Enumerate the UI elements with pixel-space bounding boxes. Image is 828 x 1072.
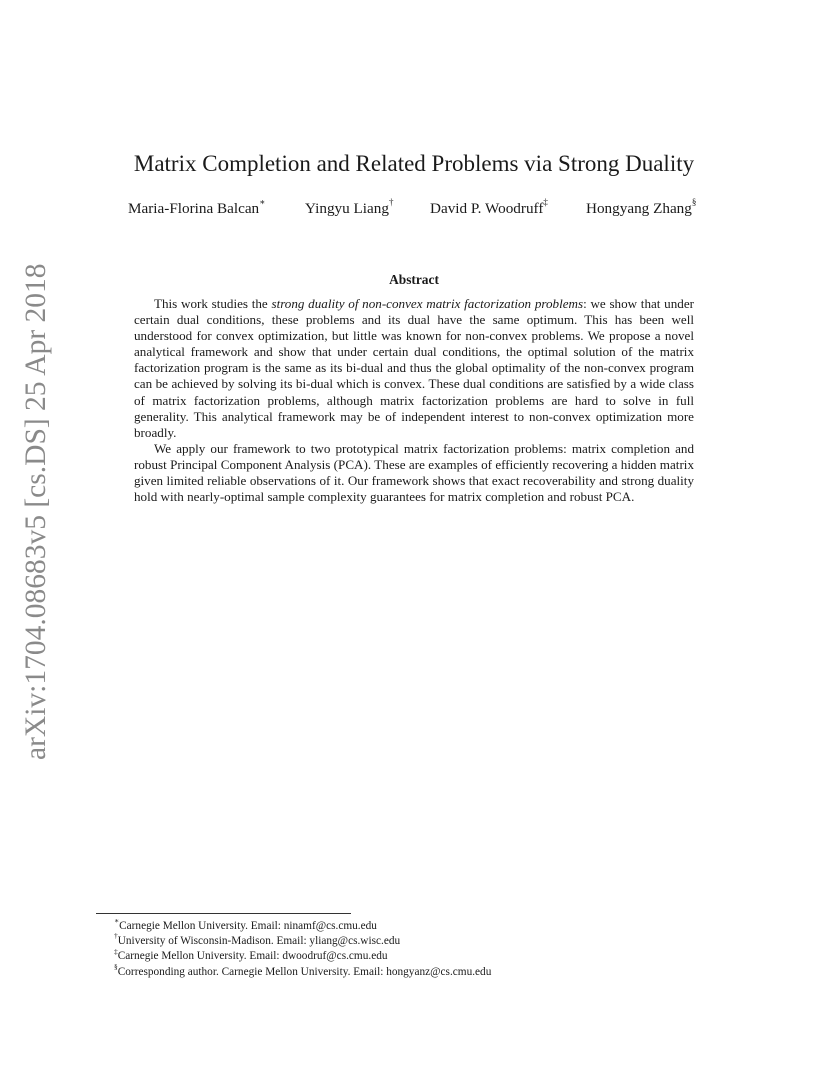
author-woodruff bbox=[430, 196, 548, 219]
footnote-text: Carnegie Mellon University. Email: dwoodruf@cs.cmu.edu bbox=[117, 950, 388, 963]
paper-title: Matrix Completion and Related Problems via Strong Duality bbox=[133, 151, 695, 176]
affiliation-mark: § bbox=[691, 196, 697, 207]
abstract-heading: Abstract bbox=[389, 272, 439, 287]
footnote-mark: ‡ bbox=[114, 946, 118, 956]
author-zhang bbox=[586, 196, 697, 219]
footnote-divider bbox=[96, 913, 351, 914]
author-name: Maria-Florina Balcan bbox=[128, 200, 260, 217]
author-name: Yingyu Liang bbox=[305, 200, 389, 217]
footnote-mark: † bbox=[114, 931, 118, 941]
footnote-text: Carnegie Mellon University. Email: ninamf@cs.cmu.edu bbox=[119, 920, 377, 932]
footnote-text: Corresponding author. Carnegie Mellon University. Email: hongyanz@cs.cmu.edu bbox=[117, 965, 492, 978]
abstract-text: This work studies the bbox=[154, 296, 272, 311]
author-list bbox=[0, 196, 828, 219]
abstract-paragraph: We apply our framework to two prototypical matrix factorization problems: matrix completion and robust Principal Component Analysis (PCA). These are examples of efficiently recovering a hidden matrix given limited reliable observations of it. Our framework shows that exact recoverability and strong duality hold with nearly-optimal sample complexity guarantees for matrix completion and robust PCA. bbox=[134, 440, 694, 505]
footnote-text: University of Wisconsin-Madison. Email: yliang@cs.wisc.edu bbox=[117, 935, 401, 948]
author-name: Hongyang Zhang bbox=[586, 200, 692, 217]
footnote-mark: ∗ bbox=[114, 916, 120, 926]
affiliation-mark: † bbox=[388, 196, 394, 207]
footnotes bbox=[114, 916, 714, 980]
abstract-body bbox=[134, 296, 694, 505]
abstract-paragraph bbox=[134, 296, 694, 441]
affiliation-mark: ∗ bbox=[259, 196, 266, 207]
footnote bbox=[114, 931, 714, 949]
author-balcan bbox=[128, 196, 266, 219]
author-liang bbox=[305, 196, 394, 219]
author-name: David P. Woodruff bbox=[430, 200, 544, 217]
footnote bbox=[114, 916, 714, 934]
affiliation-mark: ‡ bbox=[543, 196, 548, 207]
abstract-text: : we show that under certain dual conditions, these problems and its dual have the same optimum. This has been well understood for convex optimization, but little was known for non-convex problems. We propose a novel analytical framework and show that under certain dual conditions, the optimal solution of the matrix factorization program is the same as its bi-dual and thus the global optimality of the non-convex program can be achieved by solving its bi-dual which is convex. These dual conditions are satisfied by a wide class of matrix factorization problems, although matrix factorization problems are hard to solve in full generality. This analytical framework may be of independent interest to non-convex optimization more broadly. bbox=[134, 296, 694, 440]
footnote bbox=[114, 961, 714, 980]
footnote bbox=[114, 946, 714, 964]
abstract-emphasis: strong duality of non-convex matrix factorization problems bbox=[271, 296, 584, 311]
footnote-mark: § bbox=[114, 961, 118, 971]
arxiv-identifier-stamp: arXiv:1704.08683v5 [cs.DS] 25 Apr 2018 bbox=[20, 263, 52, 760]
